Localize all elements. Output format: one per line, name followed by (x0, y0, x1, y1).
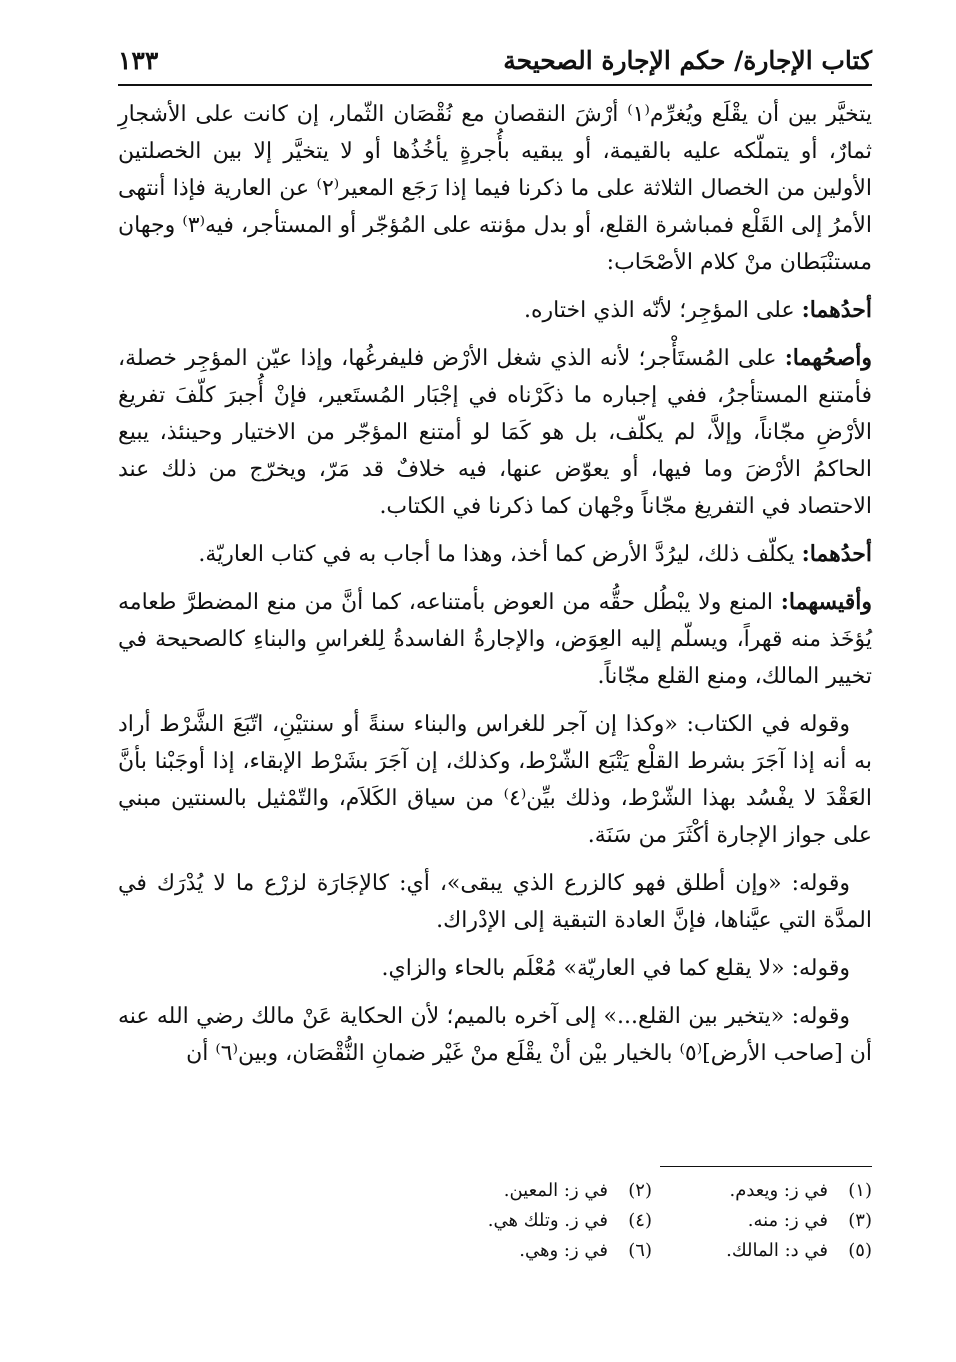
footnote-text: في ز. وتلك هي. (487, 1210, 608, 1231)
main-text (118, 96, 872, 1083)
footnotes (452, 1176, 872, 1266)
footnote (672, 1176, 872, 1206)
footnote-number: (٤) (628, 1210, 652, 1231)
footnote-number: (١) (848, 1180, 872, 1201)
footnote-text: في ز: وهي. (519, 1240, 608, 1261)
page-number: ١٣٣ (118, 45, 159, 75)
paragraph (118, 584, 872, 695)
paragraph-text: وقوله: «يتخير بين القلع...» إلى آخره بالميم؛ لأن الحكاية عَنْ مالك رضي الله عنه أن [صاحب الأرض]⁽٥⁾ بالخيار بيْن أنْ يقْلَع منْ غَيْر ضمانِ النُّقْصَان، وبين⁽٦⁾ أن (118, 1004, 872, 1066)
page-header (118, 36, 872, 86)
paragraph (118, 706, 872, 854)
footnote-text: في ز: المعين. (503, 1180, 608, 1201)
footnote (672, 1206, 872, 1236)
paragraph (118, 292, 872, 329)
paragraph-text: على المؤجِر؛ لأنّه الذي اختاره. (524, 298, 802, 323)
paragraph (118, 96, 872, 281)
footnote-text: في د: المالك. (726, 1240, 828, 1261)
paragraph-lead: أحدُهما: (801, 297, 872, 323)
paragraph (118, 536, 872, 573)
paragraph-text: يكلّف ذلك، ليرُدَّ الأرض كما أخذ، وهذا ما أجاب به في كتاب العاريّة. (198, 542, 802, 567)
footnote (452, 1176, 652, 1206)
footnote-number: (٣) (848, 1210, 872, 1231)
paragraph (118, 998, 872, 1072)
footnote-number: (٢) (628, 1180, 652, 1201)
paragraph-text: على المُستَأْجر؛ لأنه الذي شغل الأرْض فليفرغُها، وإذا عيّن المؤجِر خصلة، فأمتنع المستأجرُ، ففي إجباره ما ذكَرْناه في إجْبَار المُستَعير، فإنْ أُجبرَ كلّفَ تفريغ الأرْضِ مجّاناً، وإلاَّ، لم يكلّف، بل هو كَمَا لو أمتنع المؤجّر من الاختيار وحينئذ، يبيع الحاكمُ الأرْضَ وما فيها، أو يعوّض عنها، فيه خلافٌ قد مَرّ، ويخرّج من ذلك عند الاحتصاد في التفريغ مجّاناً وجْهان كما ذكرنا في الكتاب. (118, 346, 872, 519)
running-title: كتاب الإجارة/ حكم الإجارة الصحيحة (503, 45, 872, 75)
footnote (452, 1206, 652, 1236)
footnote-text: في ز: ويعدم. (729, 1180, 828, 1201)
paragraph (118, 865, 872, 939)
paragraph-text: يتخيَّر بين أن يقْلَع ويُغرِّم⁽١⁾ أرْشَ النقصان مع نُقْصَان الثّمار، إن كانت على الأشجارِ ثمارٌ، أو يتملّكه عليه بالقيمة، أو يبقيه بأُجرةٍ يأخُذُها أو لا يتخيَّر إلا بين الخصلتين الأولين من الخصال الثلاثة على ما ذكرنا فيما إذا رَجَع المعير⁽٢⁾ عن العارية فإذا أنتهى الأمرُ إلى القَلْع فمباشرة القلع، أو بدل مؤنته على المُؤجّر أو المستأجر، فيه⁽٣⁾ وجهان مستنْبَطان منْ كلام الأصْحَاب: (118, 102, 873, 275)
footnote-number: (٥) (848, 1240, 872, 1261)
paragraph-lead: وأقيسهما: (780, 589, 872, 615)
paragraph (118, 340, 872, 525)
footnote-separator (660, 1166, 872, 1167)
paragraph-text: المنع ولا يبْطُل حقُّه من العوض بأمتناعه، كما أنَّ من منع المضطرَّ طعامه يُؤخَذ منه قهراً، ويسلّم إليه العِوَض، والإجارةُ الفاسدةُ لِلغراسِ والبناءِ كالصحيحة في تخيير المالك، ومنع القلع مجّاناً. (118, 590, 872, 689)
paragraph-lead: أحدُهما: (801, 541, 872, 567)
paragraph (118, 950, 872, 987)
footnote-number: (٦) (628, 1240, 652, 1261)
footnote (672, 1236, 872, 1266)
paragraph-text: وقوله: «لا يقلع كما في العاريّة» مُعْلَم بالحاء والزاي. (381, 956, 850, 981)
paragraph-lead: وأصحُهما: (784, 345, 872, 371)
paragraph-text: وقوله في الكتاب: «وكذا إن آجر للغراس والبناء سنةً أو سنتيْنِ، اتّبَعَ الشَّرْط أراد به أنه إذا آجَرَ بشرط القلْع يَتْبَع الشّرْط، وكذلك، إن آجَرَ بشَرْط الإبقاء، إذا أوجَبْنا بأنَّ العَقْدَ لا يفْسُد بهذا الشّرْط، وذلك بيِّن⁽٤⁾ من سياق الكَلاَم، والتّمْثيل بالسنتين مبني على جواز الإجارة أكْثَرَ من سَنَة. (118, 712, 872, 848)
footnote-text: في ز: منه. (747, 1210, 828, 1231)
footnote (452, 1236, 652, 1266)
paragraph-text: وقوله: «وإن أطلق فهو كالزرع الذي يبقى»، أي: كالإجَارَة لزرْع ما لا يُدْرَك في المدَّة التي عيَّناها، فإنَّ العادة التبقية إلى الإدْراك. (118, 871, 872, 933)
